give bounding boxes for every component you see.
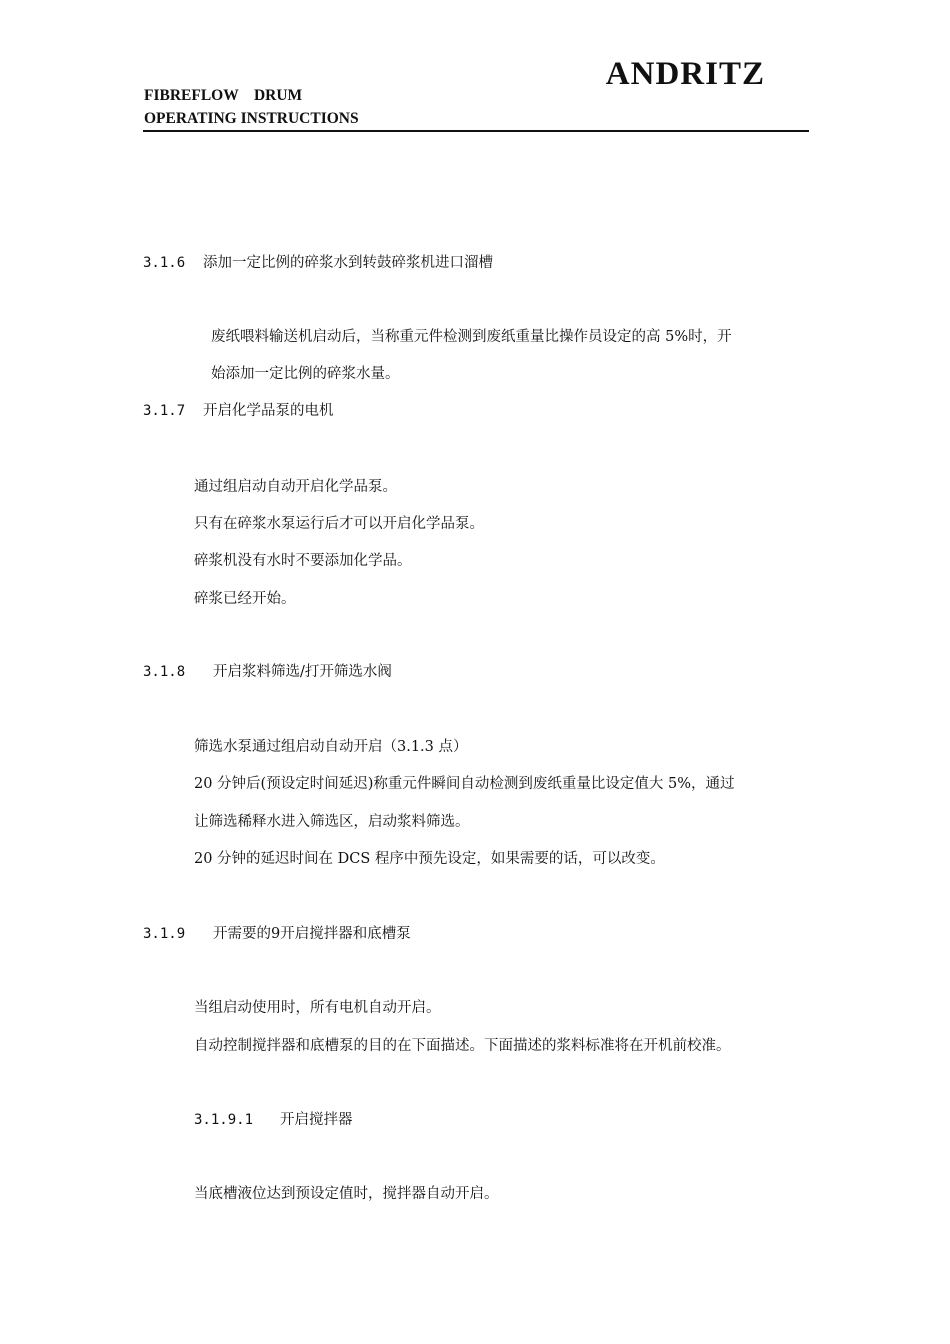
paragraph-line: 通过组启动自动开启化学品泵。 — [194, 479, 397, 495]
paragraph-line: 20 分钟后(预设定时间延迟)称重元件瞬间自动检测到废纸重量比设定值大 5%，通过 — [194, 776, 735, 792]
paragraph-line: 碎浆机没有水时不要添加化学品。 — [194, 553, 412, 569]
section-title: 开启化学品泵的电机 — [203, 403, 334, 419]
paragraph-line: 只有在碎浆水泵运行后才可以开启化学品泵。 — [194, 516, 484, 532]
section-number: 3.1.7 — [143, 403, 186, 419]
section-number: 3.1.8 — [143, 664, 186, 680]
paragraph-line: 始添加一定比例的碎浆水量。 — [211, 366, 400, 382]
section-title: 添加一定比例的碎浆水到转鼓碎浆机进口溜槽 — [203, 255, 493, 271]
paragraph-line: 自动控制搅拌器和底槽泵的目的在下面描述。下面描述的浆料标准将在开机前校准。 — [194, 1038, 731, 1054]
paragraph-line: 当组启动使用时，所有电机自动开启。 — [194, 1000, 441, 1016]
page-header — [143, 50, 809, 132]
subsection-heading-3-1-9-1 — [194, 1110, 353, 1130]
paragraph-line: 20 分钟的延迟时间在 DCS 程序中预先设定，如果需要的话，可以改变。 — [194, 851, 665, 867]
document-title-line-2: OPERATING INSTRUCTIONS — [144, 110, 359, 127]
paragraph-line: 废纸喂料输送机启动后，当称重元件检测到废纸重量比操作员设定的高 5%时，开 — [211, 329, 732, 345]
section-number: 3.1.6 — [143, 255, 186, 271]
brand-logo: ANDRITZ — [605, 56, 765, 92]
section-heading-3-1-6 — [143, 253, 493, 273]
document-title-line-1: FIBREFLOW DRUM — [144, 87, 303, 104]
section-heading-3-1-7 — [143, 401, 334, 421]
section-number: 3.1.9.1 — [194, 1112, 254, 1128]
section-heading-3-1-8 — [143, 662, 392, 682]
section-title: 开启搅拌器 — [280, 1112, 353, 1128]
section-title: 开需要的9开启搅拌器和底槽泵 — [213, 926, 411, 942]
section-title: 开启浆料筛选/打开筛选水阀 — [213, 664, 392, 680]
section-number: 3.1.9 — [143, 926, 186, 942]
paragraph-line: 让筛选稀释水进入筛选区，启动浆料筛选。 — [194, 814, 470, 830]
section-heading-3-1-9 — [143, 924, 411, 944]
paragraph-line: 筛选水泵通过组启动自动开启（3.1.3 点） — [194, 739, 468, 755]
paragraph-line: 当底槽液位达到预设定值时，搅拌器自动开启。 — [194, 1186, 499, 1202]
paragraph-line: 碎浆已经开始。 — [194, 591, 296, 607]
